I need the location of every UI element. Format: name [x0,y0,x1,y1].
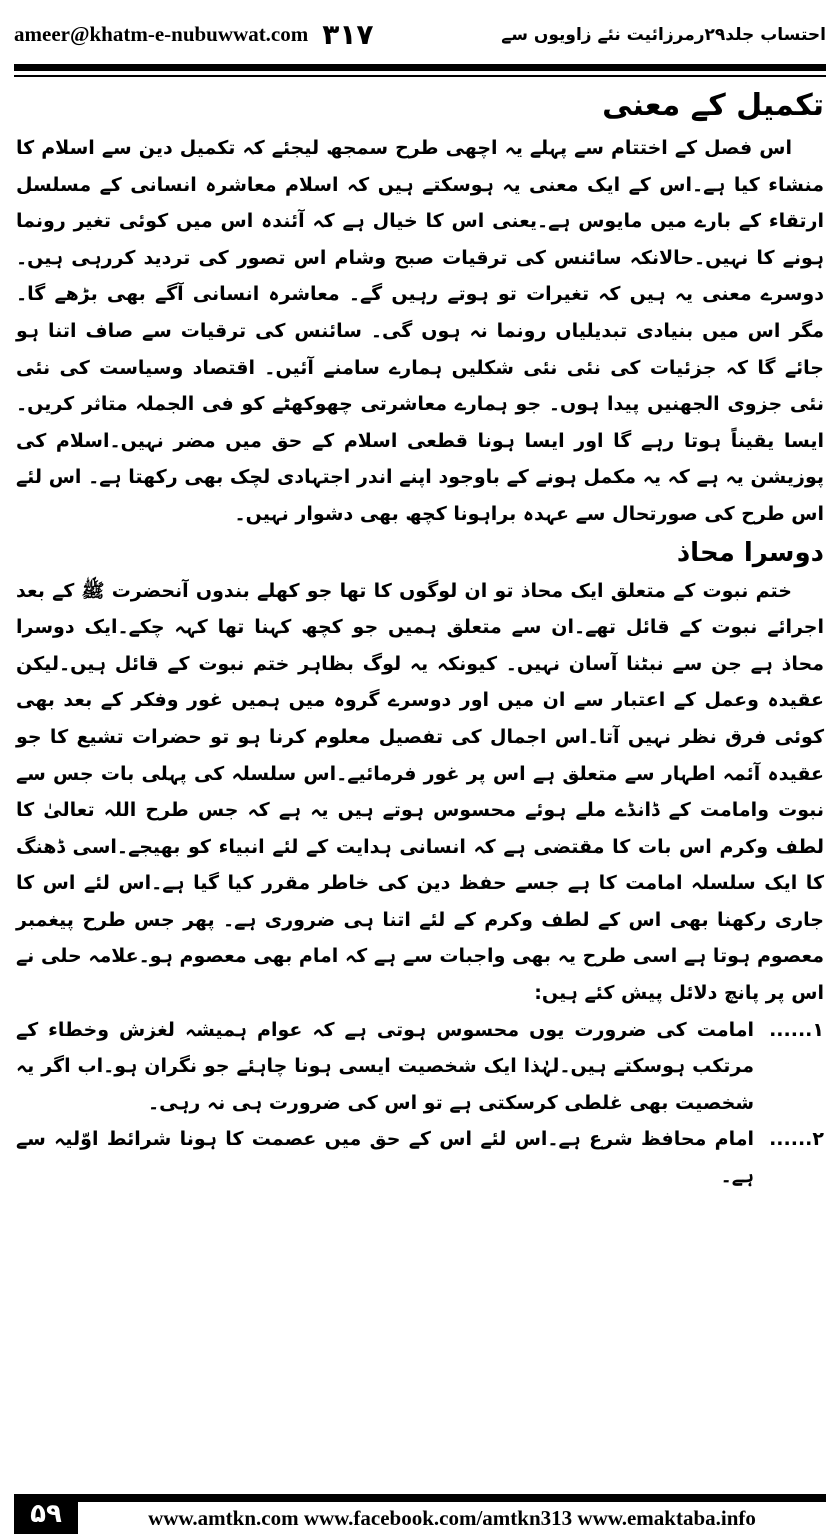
header-email: ameer@khatm-e-nubuwwat.com [14,21,309,46]
list-number: ۲...... [769,1128,824,1151]
footer-page-number: ۵۹ [14,1494,78,1534]
list-number: ۱...... [769,1018,824,1041]
paragraph: ختم نبوت کے متعلق ایک محاذ تو ان لوگوں کا تھا جو کھلے بندوں آنحضرت ﷺ کے بعد اجرائے نبوت کے قائل تھے۔ان سے متعلق ہمیں جو کچھ کہنا تھا کہہ چکے۔ایک دوسرا محاذ ہے جن سے نبٹنا آسان نہیں۔ کیونکہ یہ لوگ بظاہر ختم نبوت کے قائل ہیں۔لیکن عقیدہ وعمل کے اعتبار سے ان میں اور دوسرے گروہ میں ہمیں غور وفکر کے بعد بھی کوئی فرق نظر نہیں آتا۔اس اجمال کی تفصیل معلوم کرنا ہو تو حضرات تشیع کا جو عقیدہ آئمہ اطہار سے متعلق ہے اس پر غور فرمائیے۔اس سلسلہ کی پہلی بات جس سے نبوت وامامت کے ڈانڈے ملے ہوئے محسوس ہوتے ہیں یہ ہے کہ جس طرح اللہ تعالیٰ کا لطف وکرم اس بات کا مقتضی ہے کہ انسانی ہدایت کے لئے انبیاء کو بھیجے۔اسی ڈھنگ کا ایک سلسلہ امامت کا ہے جسے حفظ دین کی خاطر مقرر کیا گیا ہے۔اس لئے اس کا جاری رکھنا بھی اس کے لطف وکرم کے لئے اتنا ہی ضروری ہے۔ پھر جس طرح پیغمبر معصوم ہوتا ہے اسی طرح یہ بھی واجبات سے ہے کہ امام بھی معصوم ہو۔علامہ حلی نے اس پر پانچ دلائل پیش کئے ہیں: [16,579,824,1005]
header-left [14,18,374,51]
list-item [16,1121,824,1194]
section-heading-doosra-mahaz: دوسرا محاذ [676,537,824,568]
running-title: احتساب جلد۲۹رمرزائیت نئے زاویوں سے [501,24,826,45]
page-header [14,14,826,54]
header-rule-thick [14,64,826,71]
footer-urls: www.amtkn.com www.facebook.com/amtkn313 www.emaktaba.info [148,1505,756,1530]
header-rule-thin [14,75,826,77]
list-text: امام محافظ شرع ہے۔اس لئے اس کے حق میں عصمت کا ہونا شرائط اوّلیہ سے ہے۔ [16,1128,754,1188]
section-heading-takmeel: تکمیل کے معنی [602,88,824,123]
page-footer [14,1494,826,1534]
page-body [16,82,824,1195]
header-page-number: ۳۱۷ [322,17,374,51]
footer-rule [78,1494,826,1502]
footer-right [78,1494,826,1534]
list-item [16,1012,824,1122]
list-text: امامت کی ضرورت یوں محسوس ہوتی ہے کہ عوام ہمیشہ لغزش وخطاء کے مرتکب ہوسکتے ہیں۔لہٰذا ایک شخصیت ایسی ہونا چاہئے جو نگران ہو۔اب اگر یہ شخصیت بھی غلطی کرسکتی ہے تو اس کی ضرورت ہی نہ رہی۔ [16,1018,754,1114]
paragraph: اس فصل کے اختتام سے پہلے یہ اچھی طرح سمجھ لیجئے کہ تکمیل دین سے اسلام کا منشاء کیا ہے۔اس کے ایک معنی یہ ہوسکتے ہیں کہ اسلام معاشرہ انسانی کے مسلسل ارتقاء کے بارے میں مایوس ہے۔یعنی اس کا خیال ہے کہ آئندہ اس میں کوئی تغیر رونما ہونے کا نہیں۔حالانکہ سائنس کی ترقیات صبح وشام اس تصور کی تردید کررہی ہیں۔ دوسرے معنی یہ ہیں کہ تغیرات تو ہوتے رہیں گے۔ معاشرہ انسانی آگے بھی بڑھے گا۔ مگر اس میں بنیادی تبدیلیاں رونما نہ ہوں گی۔ سائنس کی ترقیات سے صاف اتنا ہو جائے گا کہ جزئیات کی نئی نئی شکلیں ہمارے سامنے آئیں۔ اقتصاد وسیاست کی نئی نئی جزوی الجھنیں پیدا ہوں۔ جو ہمارے معاشرتی چھوکھٹے کو فی الجملہ متاثر کریں۔ایسا یقیناً ہوتا رہے گا اور ایسا ہونا قطعی اسلام کے حق میں مضر نہیں۔اسلام کی پوزیشن یہ ہے کہ یہ مکمل ہونے کے باوجود اپنے اندر اجتہادی لچک بھی رکھتا ہے۔ اس لئے اس طرح کی صورتحال سے عہدہ براہونا کچھ بھی دشوار نہیں۔ [16,137,824,525]
